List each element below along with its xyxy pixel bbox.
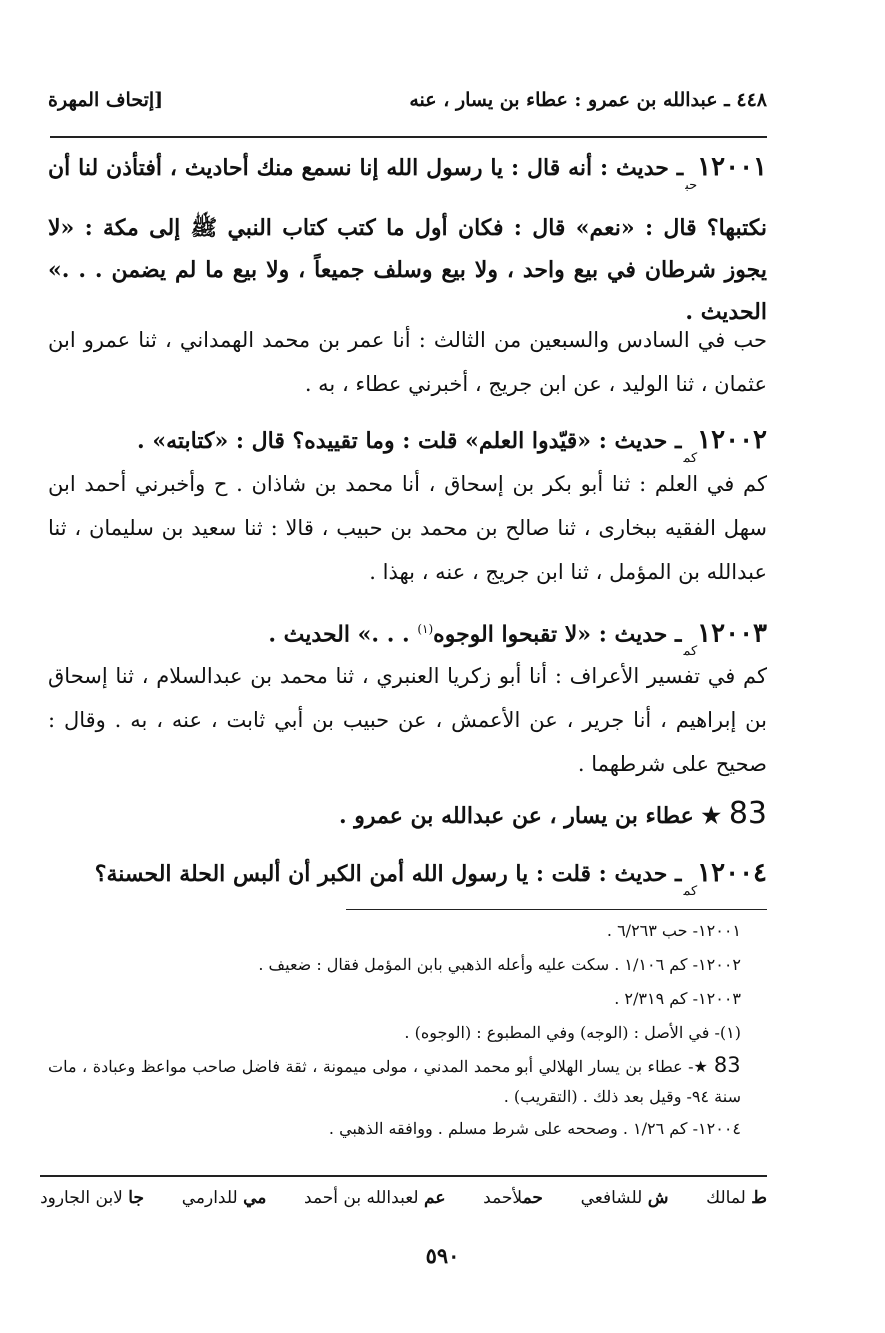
hadith-text: ـ حديث : «لا تقبحوا الوجوه [433,621,682,648]
isnad-text: كم في تفسير الأعراف : أنا أبو زكريا العنبري ، ثنا محمد بن عبدالسلام ، ثنا إسحاق بن إبراهيم ، أنا جرير ، عن الأعمش ، عن حبيب بن أبي ثابت ، عنه ، به . وقال : صحيح على شرطهما . [48,664,767,776]
source-chain-12003 [48,654,767,786]
hadith-text: ـ حديث : أنه قال : يا رسول الله إنا نسمع منك أحاديث ، أفتأذن لنا أن نكتبها؟ قال : «نعم» قال : فكان أول ما كتب كتاب النبي ﷺ إلى مكة : «لا يجوز شرطان في بيع واحد ، ولا بيع وسلف جميعاً ، ولا بيع ما لم يضمن . . .» الحديث . [48,155,767,325]
hadith-entry-12004 [48,852,767,913]
footnote-narrator-text: - عطاء بن يسار الهلالي أبو محمد المدني ، مولى ميمونة ، ثقة فاضل صاحب مواعظ وعبادة ، مات سنة ٩٤- وقيل بعد ذلك . (التقريب) . [48,1057,741,1106]
legend-item: حملأحمد [483,1188,543,1208]
narrator-heading [48,792,767,838]
isnad-text: كم في العلم : ثنا أبو بكر بن إسحاق ، أنا محمد بن شاذان . ح وأخبرني أحمد ابن سهل الفقيه ببخارى ، ثنا صالح بن محمد بن حبيب ، قالا : ثنا سعيد بن سليمان ، ثنا عبدالله بن المؤمل ، ثنا ابن جريج ، عنه ، بهذا . [48,472,767,584]
source-tag: كم [683,451,698,466]
hadith-number: ١٢٠٠٢ [697,425,767,455]
legend-rule [40,1175,767,1177]
legend-item: عم لعبدالله بن أحمد [304,1188,446,1208]
source-chain-12002 [48,462,767,594]
source-tag: حب [685,178,698,193]
hadith-number: ١٢٠٠٣ [697,618,767,649]
legend-item: ط لمالك [706,1188,767,1208]
footnote-mark: (١) [417,622,434,636]
hadith-text: ـ حديث : قلت : يا رسول الله أمن الكبر أن ألبس الحلة الحسنة؟ [94,861,682,887]
page-number: ٥٩٠ [425,1243,460,1268]
running-header [48,82,767,118]
narrator-number: 83 [728,796,767,831]
legend-item: ش للشافعي [580,1188,669,1208]
legend-item: جا لابن الجارود [40,1188,144,1208]
header-book-title: [إتحاف المهرة [48,89,164,111]
footnote-1: (١)- في الأصل : (الوجه) وفي المطبوع : (الوجوه) . [404,1023,741,1042]
source-tag: كم [683,644,698,660]
star-icon: ★ [701,803,722,829]
hadith-number: ١٢٠٠١ [697,152,767,182]
hadith-number: ١٢٠٠٤ [697,858,767,888]
legend-item: مي للدارمي [181,1188,267,1208]
footnote-12001: ١٢٠٠١- حب ٦/٢٦٣ . [606,921,741,940]
source-tag: كم [683,884,698,899]
hadith-text: ـ حديث : «قيّدوا العلم» قلت : وما تقييده؟ قال : «كتابته» . [137,428,682,454]
footnotes [48,914,767,1146]
abbreviation-legend [40,1188,767,1208]
footnote-12004: ١٢٠٠٤- كم ١/٢٦ . وصححه على شرط مسلم . ووافقه الذهبي . [328,1119,741,1138]
hadith-entry-12001 [48,146,767,333]
footnote-rule [346,909,767,910]
footnote-narrator-83 [48,1050,767,1112]
header-rule [50,136,767,138]
footnote-12002: ١٢٠٠٢- كم ١/١٠٦ . سكت عليه وأعله الذهبي بابن المؤمل فقال : ضعيف . [258,955,741,974]
footnote-12003: ١٢٠٠٣- كم ٢/٣١٩ . [614,989,741,1008]
footnote-narrator-number: 83 [713,1053,741,1077]
isnad-text: حب في السادس والسبعين من الثالث : أنا عمر بن محمد الهمداني ، ثنا عمرو ابن عثمان ، ثنا الوليد ، عن ابن جريج ، أخبرني عطاء ، به . [48,328,767,396]
source-chain-12001 [48,318,767,406]
header-section-title: ٤٤٨ ـ عبدالله بن عمرو : عطاء بن يسار ، عنه [409,89,767,111]
narrator-heading-text: عطاء بن يسار ، عن عبدالله بن عمرو . [338,803,694,829]
star-icon: ★ [693,1057,709,1076]
hadith-text-end: . . .» الحديث . [268,621,418,648]
